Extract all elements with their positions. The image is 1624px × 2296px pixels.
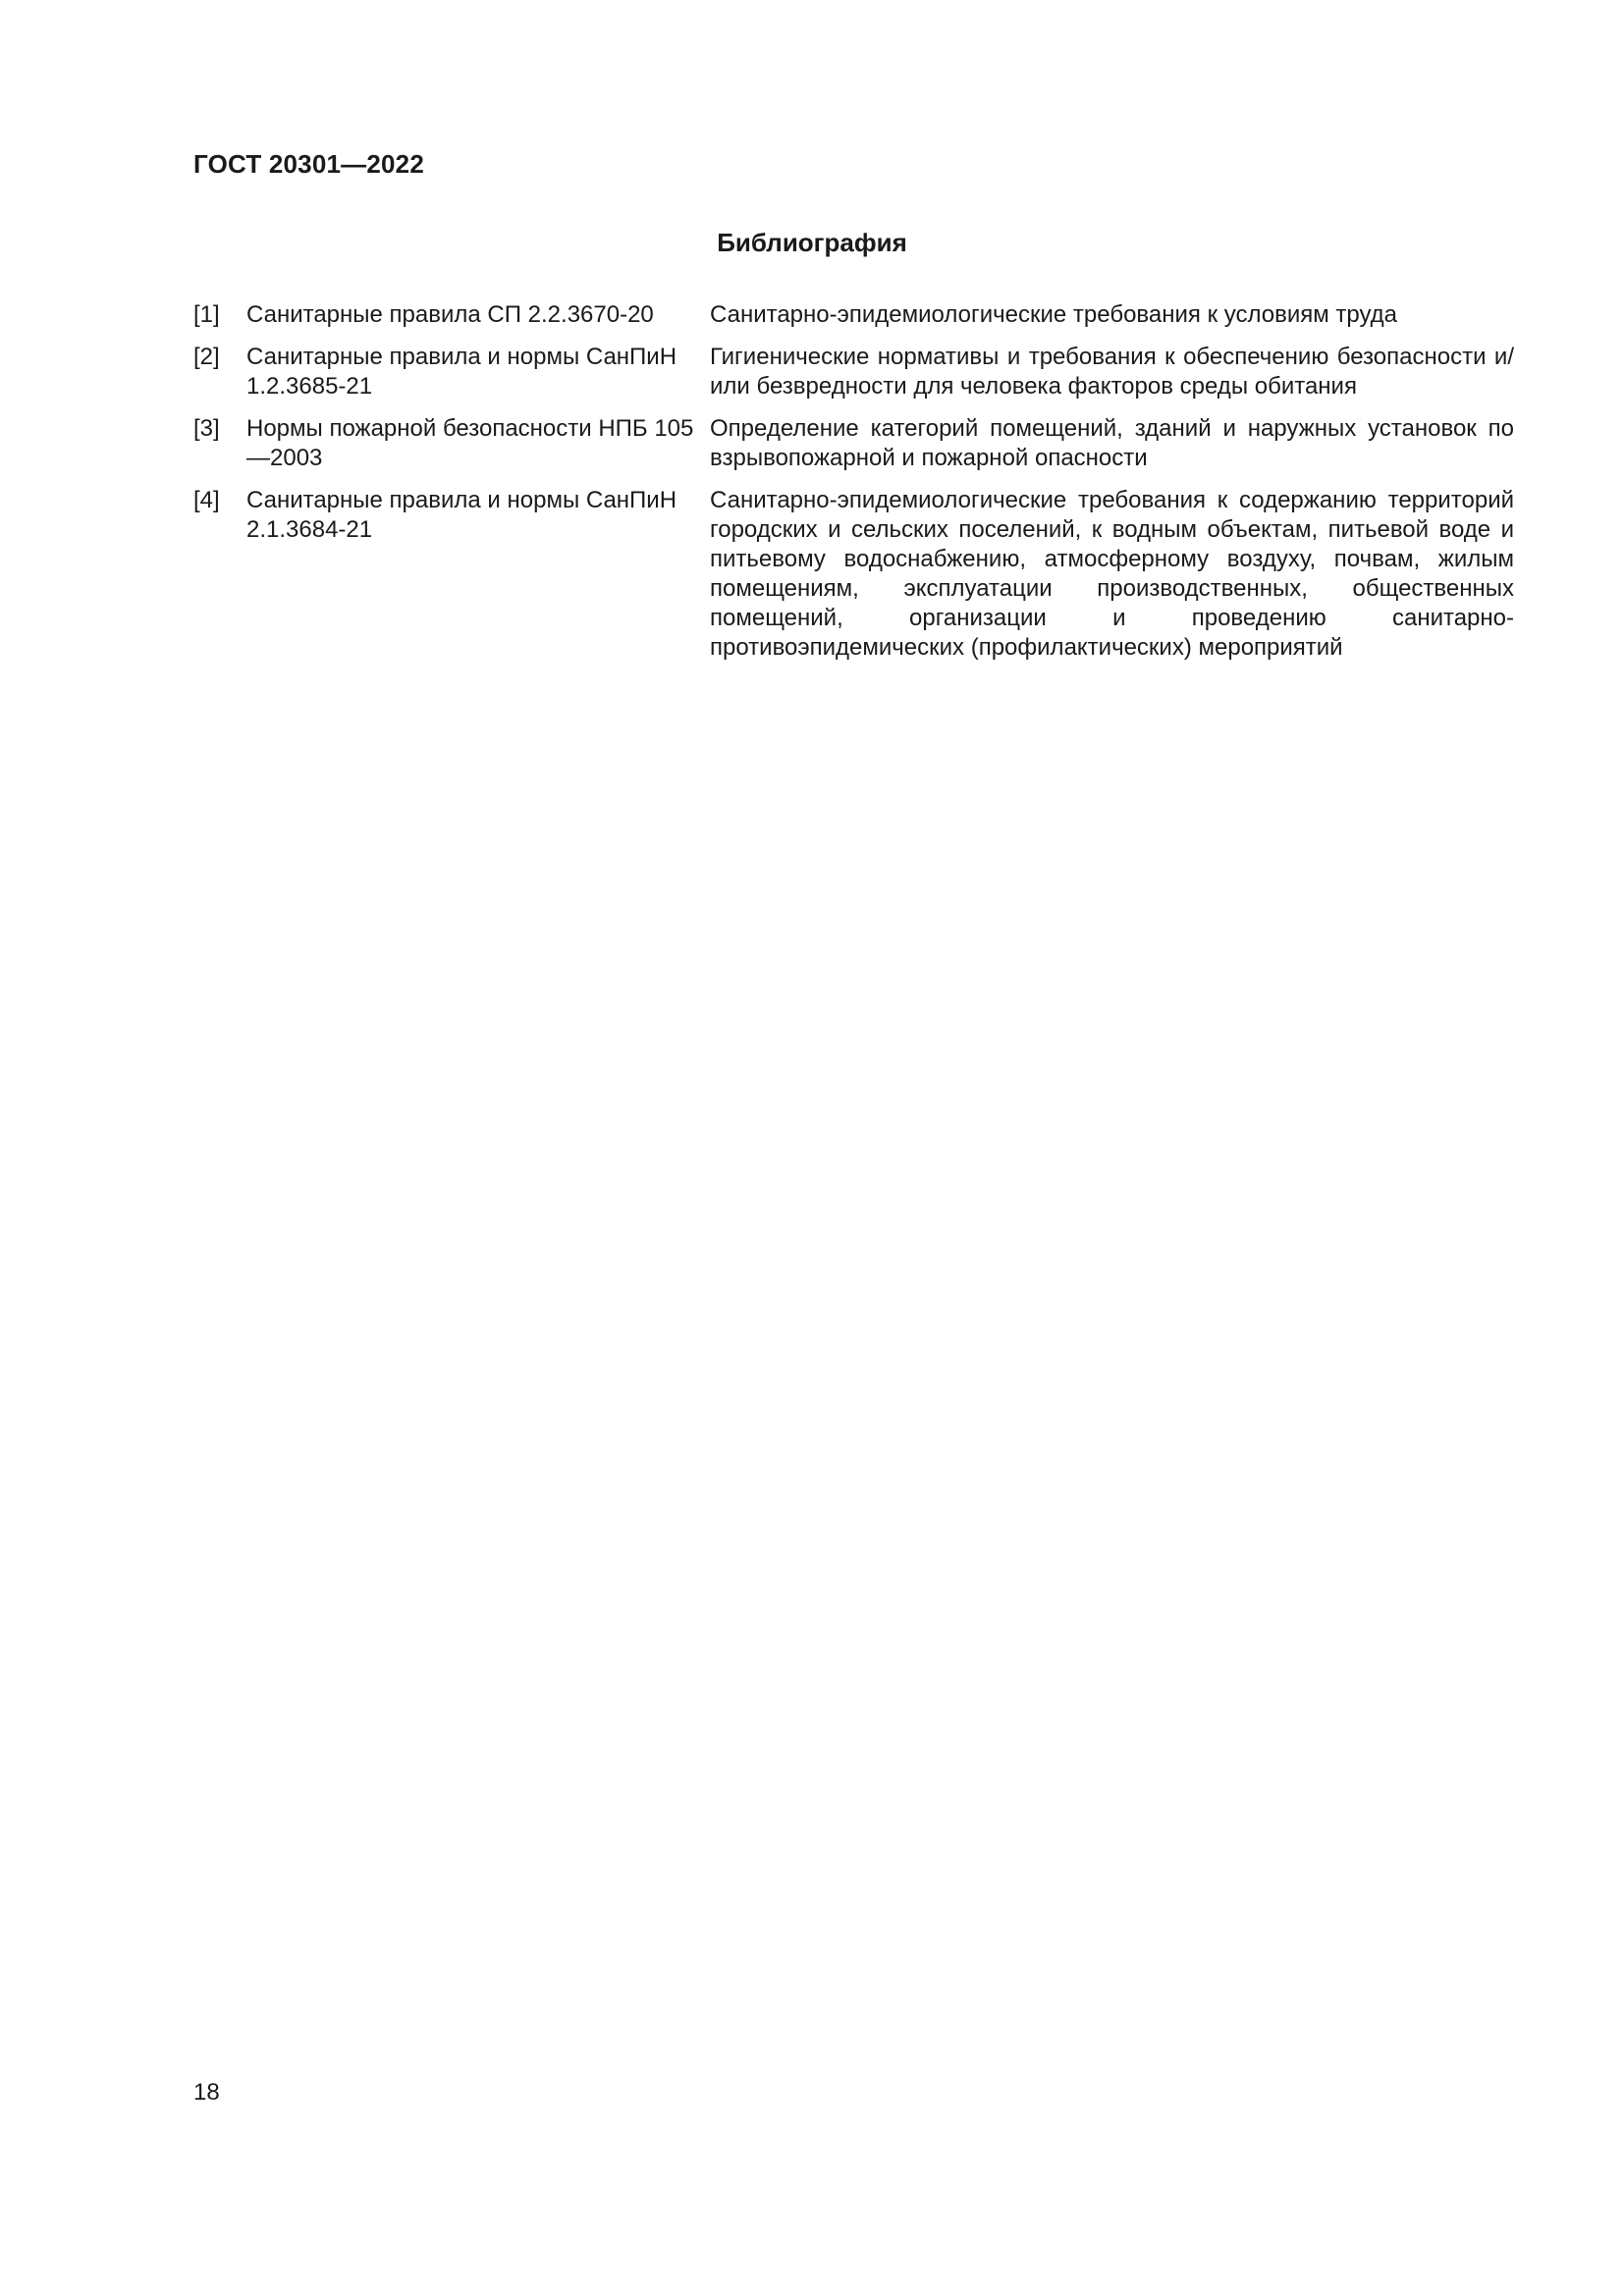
page-number: 18: [193, 2079, 220, 2106]
bibliography-entry: [193, 300, 1514, 330]
entry-title: Санитарно-эпидемиологические требования к условиям труда: [710, 301, 1398, 328]
bibliography-entry: [193, 414, 1514, 473]
bibliography-entry: [193, 486, 1514, 663]
entry-number: [3]: [193, 415, 220, 442]
entry-title: Гигиенические нормативы и требования к обеспечению безопасности и/или безвредности для человека факторов среды обитания: [710, 344, 1514, 400]
entry-title: Определение категорий помещений, зданий и наружных установок по взрывопожарной и пожарной опасности: [710, 415, 1514, 471]
entry-source: Нормы пожарной безопасности НПБ 105—2003: [246, 415, 694, 471]
entry-source: Санитарные правила СП 2.2.3670-20: [246, 301, 654, 328]
bibliography-list: [193, 300, 1514, 675]
bibliography-entry: [193, 343, 1514, 401]
section-title: Библиография: [717, 228, 907, 257]
entry-source: Санитарные правила и нормы СанПиН 1.2.3685-21: [246, 344, 677, 400]
document-header: ГОСТ 20301—2022: [193, 149, 424, 179]
entry-number: [4]: [193, 487, 220, 513]
entry-source: Санитарные правила и нормы СанПиН 2.1.3684-21: [246, 487, 677, 543]
entry-number: [2]: [193, 344, 220, 370]
entry-title: Санитарно-эпидемиологические требования к содержанию территорий городских и сельских поселений, к водным объектам, питьевой воде и питьевому водоснабжению, атмосферному воздуху, почвам, жилым помещениям, эксплуатации производственных, общественных помещений, организации и проведению санитарно-противоэпидемических (профилактических) мероприятий: [710, 487, 1514, 661]
entry-number: [1]: [193, 301, 220, 328]
